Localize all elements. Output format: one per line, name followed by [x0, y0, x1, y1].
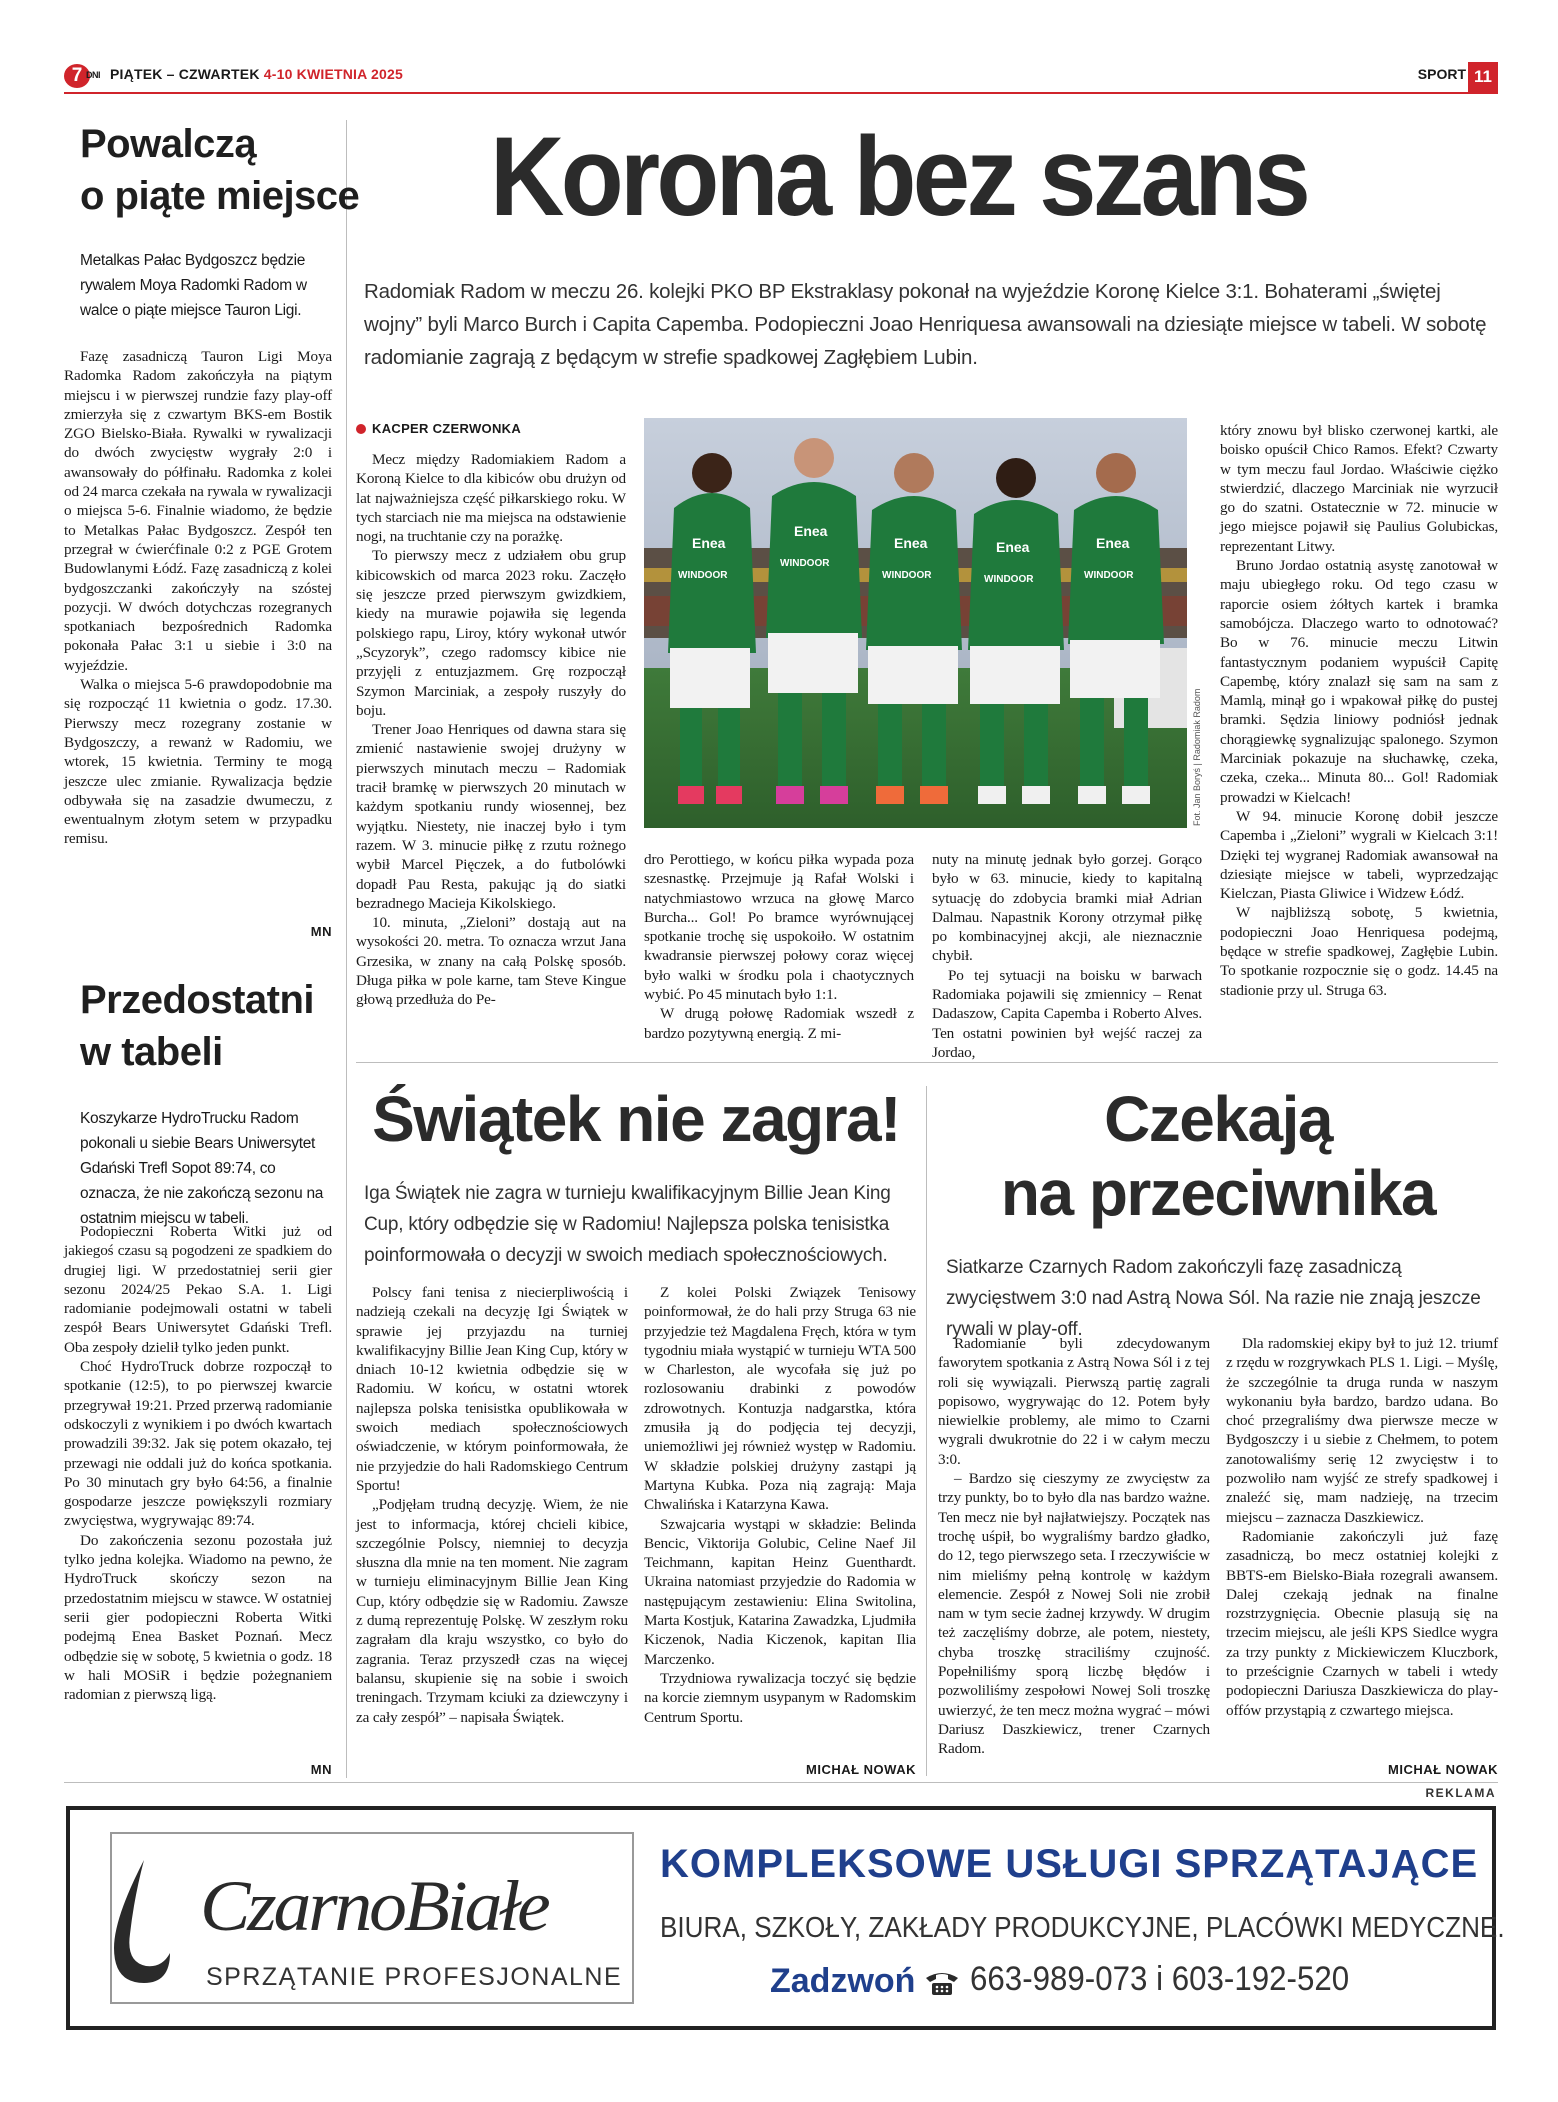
side2-title-line2: w tabeli: [80, 1030, 223, 1074]
jersey-sponsor2-text: WINDOOR: [882, 570, 932, 581]
drop-logo-icon: [104, 1858, 174, 1988]
ad-top-divider: [64, 1782, 1498, 1783]
side1-body: [64, 347, 332, 849]
main-lead: Radomiak Radom w meczu 26. kolejki PKO BP Ekstraklasy pokonał na wyjeździe Koronę Kielce 3:1. Bohaterami „świętej wojny” byli Marco Burch i Capita Capemba. Podopieczni Joao Henriquesa awansowali na dziesiąte miejsce w tabeli. W sobotę radomianie zagrają z będącym w strefie spadkowej Zagłębiem Lubin.: [364, 280, 1487, 369]
main-paragraph: Bruno Jordao ostatnią asystę zanotował w maju ubiegłego roku. Od tego czasu w raporcie osiem żółtych kartek i bramka samobójcza. Dlaczego warto to odnotować? Bo w 76. minucie meczu Litwin fantastycznym podaniem wypuścił Capitę Capembę, który znalazł się sam na sam z Mamlą, minął go i wpakował piłkę do pustej bramki. Sędzia liniowy podniósł jednak chorągiewkę sygnalizując spalonego. Szymon Marciniak pokazuje na słuchawkę, czeka, czeka, czeka... Minuta 80... Gol! Radomiak prowadzi w Kielcach!: [1220, 557, 1498, 806]
photo-credit: Fot. Jan Boryś | Radomiak Radom: [1192, 688, 1202, 826]
jersey-sponsor-text: Enea: [996, 539, 1030, 555]
mid-divider: [926, 1086, 927, 1776]
main-bottom-divider: [356, 1062, 1498, 1063]
swiatek-paragraph: Z kolei Polski Związek Tenisowy poinformował, że do hali przy Struga 63 nie przyjedzie też Magdalena Fręch, która w tym tygodniu miała wystąpić w turnieju WTA 500 w Charleston, ale wycofała się już po rozlosowaniu drabinki z powodów zdrowotnych. Kontuzja nadgarstka, która zmusiła ją do podjęcia tej decyzji, uniemożliwi jej również występ w Radomiu. W składzie polskiej drużyny zastąpi ją Martyna Kubka. Poza nią zagrają: Maja Chwalińska i Katarzyna Kawa.: [644, 1284, 916, 1514]
jersey-sponsor-text: Enea: [794, 523, 828, 539]
swiatek-lead: Iga Świątek nie zagra w turnieju kwalifikacyjnym Billie Jean King Cup, który odbędzie się w Radomiu! Najlepsza polska tenisistka poinformowała o decyzji w swoich mediach społecznościowych.: [364, 1183, 891, 1266]
czarni-paragraph: – Bardzo się cieszymy ze zwycięstw za trzy punkty, bo to było dla nas bardzo ważne. Ten mecz nie był najłatwiejszy. Początek nas trochę uśpił, bo wygraliśmy bardzo gładko, do 12, tego pierwszego seta. I rzeczywiście w nim mieliśmy pełną kontrolę w każdym elemencie. Zespół z Nowej Soli nie zrobił nam w tym secie żadnej krzywdy. W drugim też zaczęliśmy dobrze, ale potem, niestety, chyba troszkę straciliśmy czujność. Popełniliśmy sporą liczbę błędów i pozwoliliśmy zespołowi Nowej Soli troszkę uwierzyć, że ten mecz można wygrać – mówi Dariusz Daszkiewicz, trener Czarnych Radom.: [938, 1470, 1210, 1758]
czarni-title-line2: na przeciwnika: [1000, 1157, 1436, 1229]
czarni-signature: MICHAŁ NOWAK: [1388, 1762, 1498, 1777]
side1-paragraph: Fazę zasadniczą Tauron Ligi Moya Radomka Radom zakończyła na piątym miejscu i w pierwszej rundzie fazy play-off zmierzyła się z czwartym BKS-em Bostik ZGO Bielsko-Biała. Rywalki w rywalizacji do dwóch zwycięstw wygrały 2:0 i awansowały do półfinału. Radomka z kolei od 24 marca czekała na rywala w rywalizacji o miejsca 5-6. Finalnie wiadomo, że będzie to Metalkas Pałac Bydgoszcz. Zespół ten przegrał w ćwierćfinale 0:2 z PGE Grotem Budowlanymi Łódź. Fazę zasadniczą z kolei bydgoszczanki zakończyły na szóstej pozycji. W dwóch dotychczas rozegranych spotkaniach bezpośrednich Radomka pokonała Pałac 3:1 u siebie i 3:0 na wyjeździe.: [64, 348, 332, 674]
main-paragraph: nuty na minutę jednak było gorzej. Gorąco było w 63. minucie, kiedy to kapitalną sytuację do zdobycia bramki miał Adrian Dalmau. Napastnik Korony otrzymał piłkę po kombinacyjnej akcji, ale nieznacznie chybił.: [932, 851, 1202, 965]
czarni-paragraph: Dla radomskiej ekipy był to już 12. triumf z rzędu w rozgrywkach PLS 1. Ligi. – Myślę, że szczególnie ta druga runda w naszym wykonaniu była bardzo, bardzo udana. Bo choć przegraliśmy dwa pierwsze mecze w Bydgoszczy i u siebie z Chełmem, to potem zanotowaliśmy serię 12 zwycięstw i to pozwoliło nam wyjść ze strefy spadkowej i znaleźć się, mam nadzieję, na trzecim miejscu – zaznacza Daszkiewicz.: [1226, 1335, 1498, 1526]
team-celebration-image: [644, 418, 1187, 828]
side2-lead: Koszykarze HydroTrucku Radom pokonali u siebie Bears Uniwersytet Gdański Trefl Sopot 89:74, co oznacza, że nie zakończą sezonu na ostatnim miejscu w tabeli.: [80, 1110, 324, 1227]
side2-paragraph: Do zakończenia sezonu pozostała już tylko jedna kolejka. Wiadomo na pewno, że HydroTruck skończy sezon na przedostatnim miejscu w stawce. W ostatniej serii gier podopieczni Roberta Witki podejmą Enea Basket Poznań. Mecz odbędzie się w sobotę, 5 kwietnia o godz. 18 w hali MOSiR i będzie pożegnaniem radomian z pierwszą ligą.: [64, 1531, 332, 1704]
issue-days: PIĄTEK – CZWARTEK: [110, 66, 260, 82]
side1-signature: MN: [310, 924, 332, 939]
czarni-paragraph: Radomianie byli zdecydowanym faworytem spotkania z Astrą Nowa Sól i z tej roli się wywiązali. Pierwszą partię zagrali popisowo, wygrywając do 12. Potem były niewielkie problemy, ale mimo to Czarni wygrali dwukrotnie do 22 i w całym meczu 3:0.: [938, 1335, 1210, 1468]
jersey-sponsor-text: Enea: [894, 535, 928, 551]
swiatek-paragraph: Szwajcaria wystąpi w składzie: Belinda Bencic, Viktorija Golubic, Celine Naef Jil Teichmann, kapitan Heinz Guenthardt. Ukraina natomiast przyjedzie do Radomia w następującym zestawieniu: Elina Switolina, Marta Kostjuk, Katarina Zawadzka, Ljudmiła Kiczenok, Nadia Kiczenok, kapitan Ilia Marczenko.: [644, 1515, 916, 1668]
main-paragraph: W najbliższą sobotę, 5 kwietnia, podopieczni Joao Henriquesa podejmą, będące w strefie spadkowej, Zagłębie Lubin. To spotkanie rozpocznie się o godz. 14.45 na stadionie przy ul. Struga 63.: [1220, 904, 1498, 999]
issue-date: [110, 66, 403, 82]
main-headline: Korona bez szans: [490, 114, 1308, 239]
main-col-1: [356, 450, 626, 1010]
main-col-3: [932, 850, 1202, 1062]
jersey-sponsor-text: Enea: [1096, 535, 1130, 551]
main-paragraph: Po tej sytuacji na boisku w barwach Radomiaka pojawili się zmiennicy – Renat Dadaszow, Capita Capemba i Roberto Alves. Ten ostatni powinien był wejść raczej za Jordao,: [932, 966, 1202, 1061]
ad-call-label: Zadzwoń: [770, 1962, 916, 2000]
jersey-sponsor2-text: WINDOOR: [678, 570, 728, 581]
logo-text: DNI: [86, 70, 100, 80]
jersey-sponsor2-text: WINDOOR: [984, 574, 1034, 585]
match-photo: [644, 418, 1187, 828]
main-paragraph: To pierwszy mecz z udziałem obu grup kibicowskich od marca 2023 roku. Zaczęło się jeszcze przed pierwszym gwizdkiem, kiedy na murawie pojawiła się legenda polskiego rapu, Liroy, który wykonał utwór „Scyzoryk”, czego radomscy kibice nie przyjęli z entuzjazmem. Grę rozpoczął Szymon Marciniak, a zespoły ruszyły do boju.: [356, 547, 626, 719]
side2-paragraph: Podopieczni Roberta Witki już od jakiegoś czasu są pogodzeni ze spadkiem do drugiej ligi. W przedostatniej serii gier sezonu 2024/25 Pekao S.A. 1. Ligi radomianie podejmowali ostatni w tabeli zespół Bears Uniwersytet Gdański Trefl. Oba zespoły dzielił tylko jeden punkt.: [64, 1223, 332, 1356]
main-paragraph: 10. minuta, „Zieloni” dostają aut na wysokości 20. metra. To oznacza wrzut Jana Grzesika, w znany na całą Polskę sposób. Długa piłka w pole karne, tam Steve Kingue głową przedłuża do Pe-: [356, 914, 626, 1009]
side1-paragraph: Walka o miejsca 5-6 prawdopodobnie ma się rozpocząć 11 kwietnia o godz. 17.30. Pierwszy mecz rozegrany zostanie w Bydgoszczy, a rewanż w Radomiu, we wtorek, 15 kwietnia. Terminy te mogą jeszcze ulec zmianie. Rywalizacja będzie odbywała się na zasadzie dwumeczu, z ewentualnym złotym setem w przypadku remisu.: [64, 676, 332, 848]
side1-title: [80, 118, 359, 222]
issue-date-range: 4-10 KWIETNIA 2025: [263, 66, 403, 82]
swiatek-signature: MICHAŁ NOWAK: [806, 1762, 916, 1777]
main-col-2: [644, 850, 914, 1043]
czarni-headline: [938, 1082, 1498, 1230]
main-byline: KACPER CZERWONKA: [372, 421, 522, 436]
side2-body: [64, 1222, 332, 1704]
side2-title: [80, 974, 314, 1078]
main-paragraph: Trener Joao Henriques od dawna stara się zmienić nastawienie swojej drużyny w pierwszych minutach meczu – Radomiak tracił bramkę w pierwszych 20 minutach w każdym spotkaniu rundy wiosennej, bez wyjątku. Niestety, nie inaczej było i tym razem. W 3. minucie piłkę z rzutu rożnego wybił Marcel Pięczek, a do futbolówki dopadł Pau Resta, pakując ją do siatki bezradnego Macieja Kikolskiego.: [356, 721, 626, 912]
jersey-sponsor2-text: WINDOOR: [1084, 570, 1134, 581]
side2-paragraph: Choć HydroTruck dobrze rozpoczął to spotkanie (12:5), to po pierwszej kwarcie przegrywał 19:21. Przed przerwą radomianie odskoczyli z wynikiem i po dwóch kwartach prowadzili 39:32. Jak się potem okazało, tej przewagi nie oddali już do końca spotkania. Po 30 minutach gry było 64:56, a finalnie gospodarze jeszcze powiększyli rozmiary zwycięstwa, wygrywając 89:74.: [64, 1358, 332, 1530]
swiatek-col-1: [356, 1283, 628, 1727]
swiatek-headline: Świątek nie zagra!: [372, 1083, 900, 1155]
ad-brand-tagline: SPRZĄTANIE PROFESJONALNE: [206, 1963, 623, 1991]
side1-title-line2: o piąte miejsce: [80, 174, 360, 218]
czarni-title-line1: Czekają: [1104, 1083, 1332, 1155]
ad-services: BIURA, SZKOŁY, ZAKŁADY PRODUKCYJNE, PLACÓWKI MEDYCZNE.: [660, 1912, 1505, 1944]
main-paragraph: który znowu był blisko czerwonej kartki, ale boisko opuścił Chico Ramos. Efekt? Czwarty w tym meczu faul Jordao. Właściwie ciężko stwierdzić, dlaczego Marciniak nie wyrzucił go do szatni. Ostatecznie w 72. minucie w jego miejsce pojawił się Paulius Golubickas, reprezentant Litwy.: [1220, 422, 1498, 555]
swiatek-col-2: [644, 1283, 916, 1727]
side1-lead: Metalkas Pałac Bydgoszcz będzie rywalem Moya Radomki Radom w walce o piąte miejsce Tauron Ligi.: [80, 252, 307, 319]
sidebar-divider: [346, 120, 347, 1778]
byline-dot-icon: [356, 424, 366, 434]
swiatek-paragraph: „Podjęłam trudną decyzję. Wiem, że nie jest to informacja, której chcieli kibice, szczególnie Polscy, niemniej to decyzja słuszna dla mnie na ten moment. Nie zagram w turnieju eliminacyjnym Billie Jean King Cup, który odbędzie się w Radomiu. Zawsze z dumą reprezentuję Polskę. W zeszłym roku zagrałam dla kraju wszystko, co było do zagrania. Teraz przyszedł czas na więcej balansu, skupienie się na sobie i swoich treningach. Trzymam kciuki za dziewczyny i za cały zespół” – napisała Świątek.: [356, 1496, 628, 1726]
main-paragraph: W 94. minucie Koronę dobił jeszcze Capemba i „Zieloni” wygrali w Kielcach 3:1! Dzięki tej wygranej Radomiak awansował na dziesiąte miejsce w tabeli, wyprzedzając Kielczan, Piasta Gliwice i Widzew Łódź.: [1220, 807, 1498, 903]
jersey-sponsor2-text: WINDOOR: [780, 558, 830, 569]
side2-signature: MN: [310, 1762, 332, 1777]
czarni-col-2: [1226, 1334, 1498, 1720]
side1-title-line1: Powalczą: [80, 122, 257, 166]
main-paragraph: Mecz między Radomiakiem Radom a Koroną Kielce to dla kibiców obu drużyn od lat najważniejsza część piłkarskiego roku. W tych starciach nie ma miejsca na odstawienie nogi, na truchtanie czy na porażkę.: [356, 451, 626, 546]
ad-headline: KOMPLEKSOWE USŁUGI SPRZĄTAJĄCE: [660, 1842, 1479, 1886]
side2-title-line1: Przedostatni: [80, 978, 315, 1022]
czarni-paragraph: Radomianie zakończyli już fazę zasadniczą, bo mecz ostatniej kolejki z BBTS-em Bielsko-Biała rozegrali awansem. Dalej czekają jednak na finalne rozstrzygnięcia. Obecnie plasują się na trzecim miejscu, ale jeśli KPS Siedlce wygra za trzy punkty z Mickiewiczem Kluczbork, to prześcignie Czarnych w tabeli i wtedy podopieczni Dariusza Daszkiewicza do play-offów przystąpią z czwartego miejsca.: [1226, 1527, 1498, 1719]
main-paragraph: dro Perottiego, w końcu piłka wypada poza szesnastkę. Przejmuje ją Rafał Wolski i natychmiastowo wrzuca na głowę Marco Burcha... Gol! Po bramce wyrównującej spotkanie trochę się uspokoiło. W ostatnim kwadransie pierwszej połowy coraz więcej było walki w środku pola i chaotycznych wybić. Po 45 minutach było 1:1.: [644, 851, 914, 1004]
ad-phone-numbers: 663-989-073 i 603-192-520: [970, 1960, 1350, 1998]
ad-brand-name: CzarnoBiałe: [200, 1866, 548, 1946]
main-col-4: [1220, 421, 1498, 1000]
ad-label: REKLAMA: [1425, 1786, 1496, 1800]
jersey-sponsor-text: Enea: [692, 535, 726, 551]
czarni-col-1: [938, 1334, 1210, 1759]
czarni-lead: Siatkarze Czarnych Radom zakończyli fazę zasadniczą zwycięstwem 3:0 nad Astrą Nowa Sól. Na razie nie znają jeszcze rywali w play-off.: [946, 1257, 1481, 1340]
main-paragraph: W drugą połowę Radomiak wszedł z bardzo pozytywną energią. Z mi-: [644, 1005, 914, 1042]
logo-7-dni: 7: [64, 64, 90, 88]
page-number: 11: [1468, 62, 1498, 92]
section-name: SPORT: [1417, 66, 1466, 82]
telephone-icon: [924, 1968, 960, 1996]
swiatek-paragraph: Polscy fani tenisa z niecierpliwością i nadzieją czekali na decyzję Igi Świątek w sprawie jej przyjazdu na turniej kwalifikacyjny Billie Jean King Cup, który w dniach 10-12 kwietnia odbędzie się w Radomiu. W końcu, w ostatni wtorek najlepsza polska tenisistka opublikowała w swoich mediach społecznościowych oświadczenie, w którym poinformowała, że nie przyjedzie do hali Radomskiego Centrum Sportu!: [356, 1284, 628, 1494]
swiatek-paragraph: Trzydniowa rywalizacja toczyć się będzie na korcie ziemnym usypanym w Radomskim Centrum Sportu.: [644, 1669, 916, 1726]
